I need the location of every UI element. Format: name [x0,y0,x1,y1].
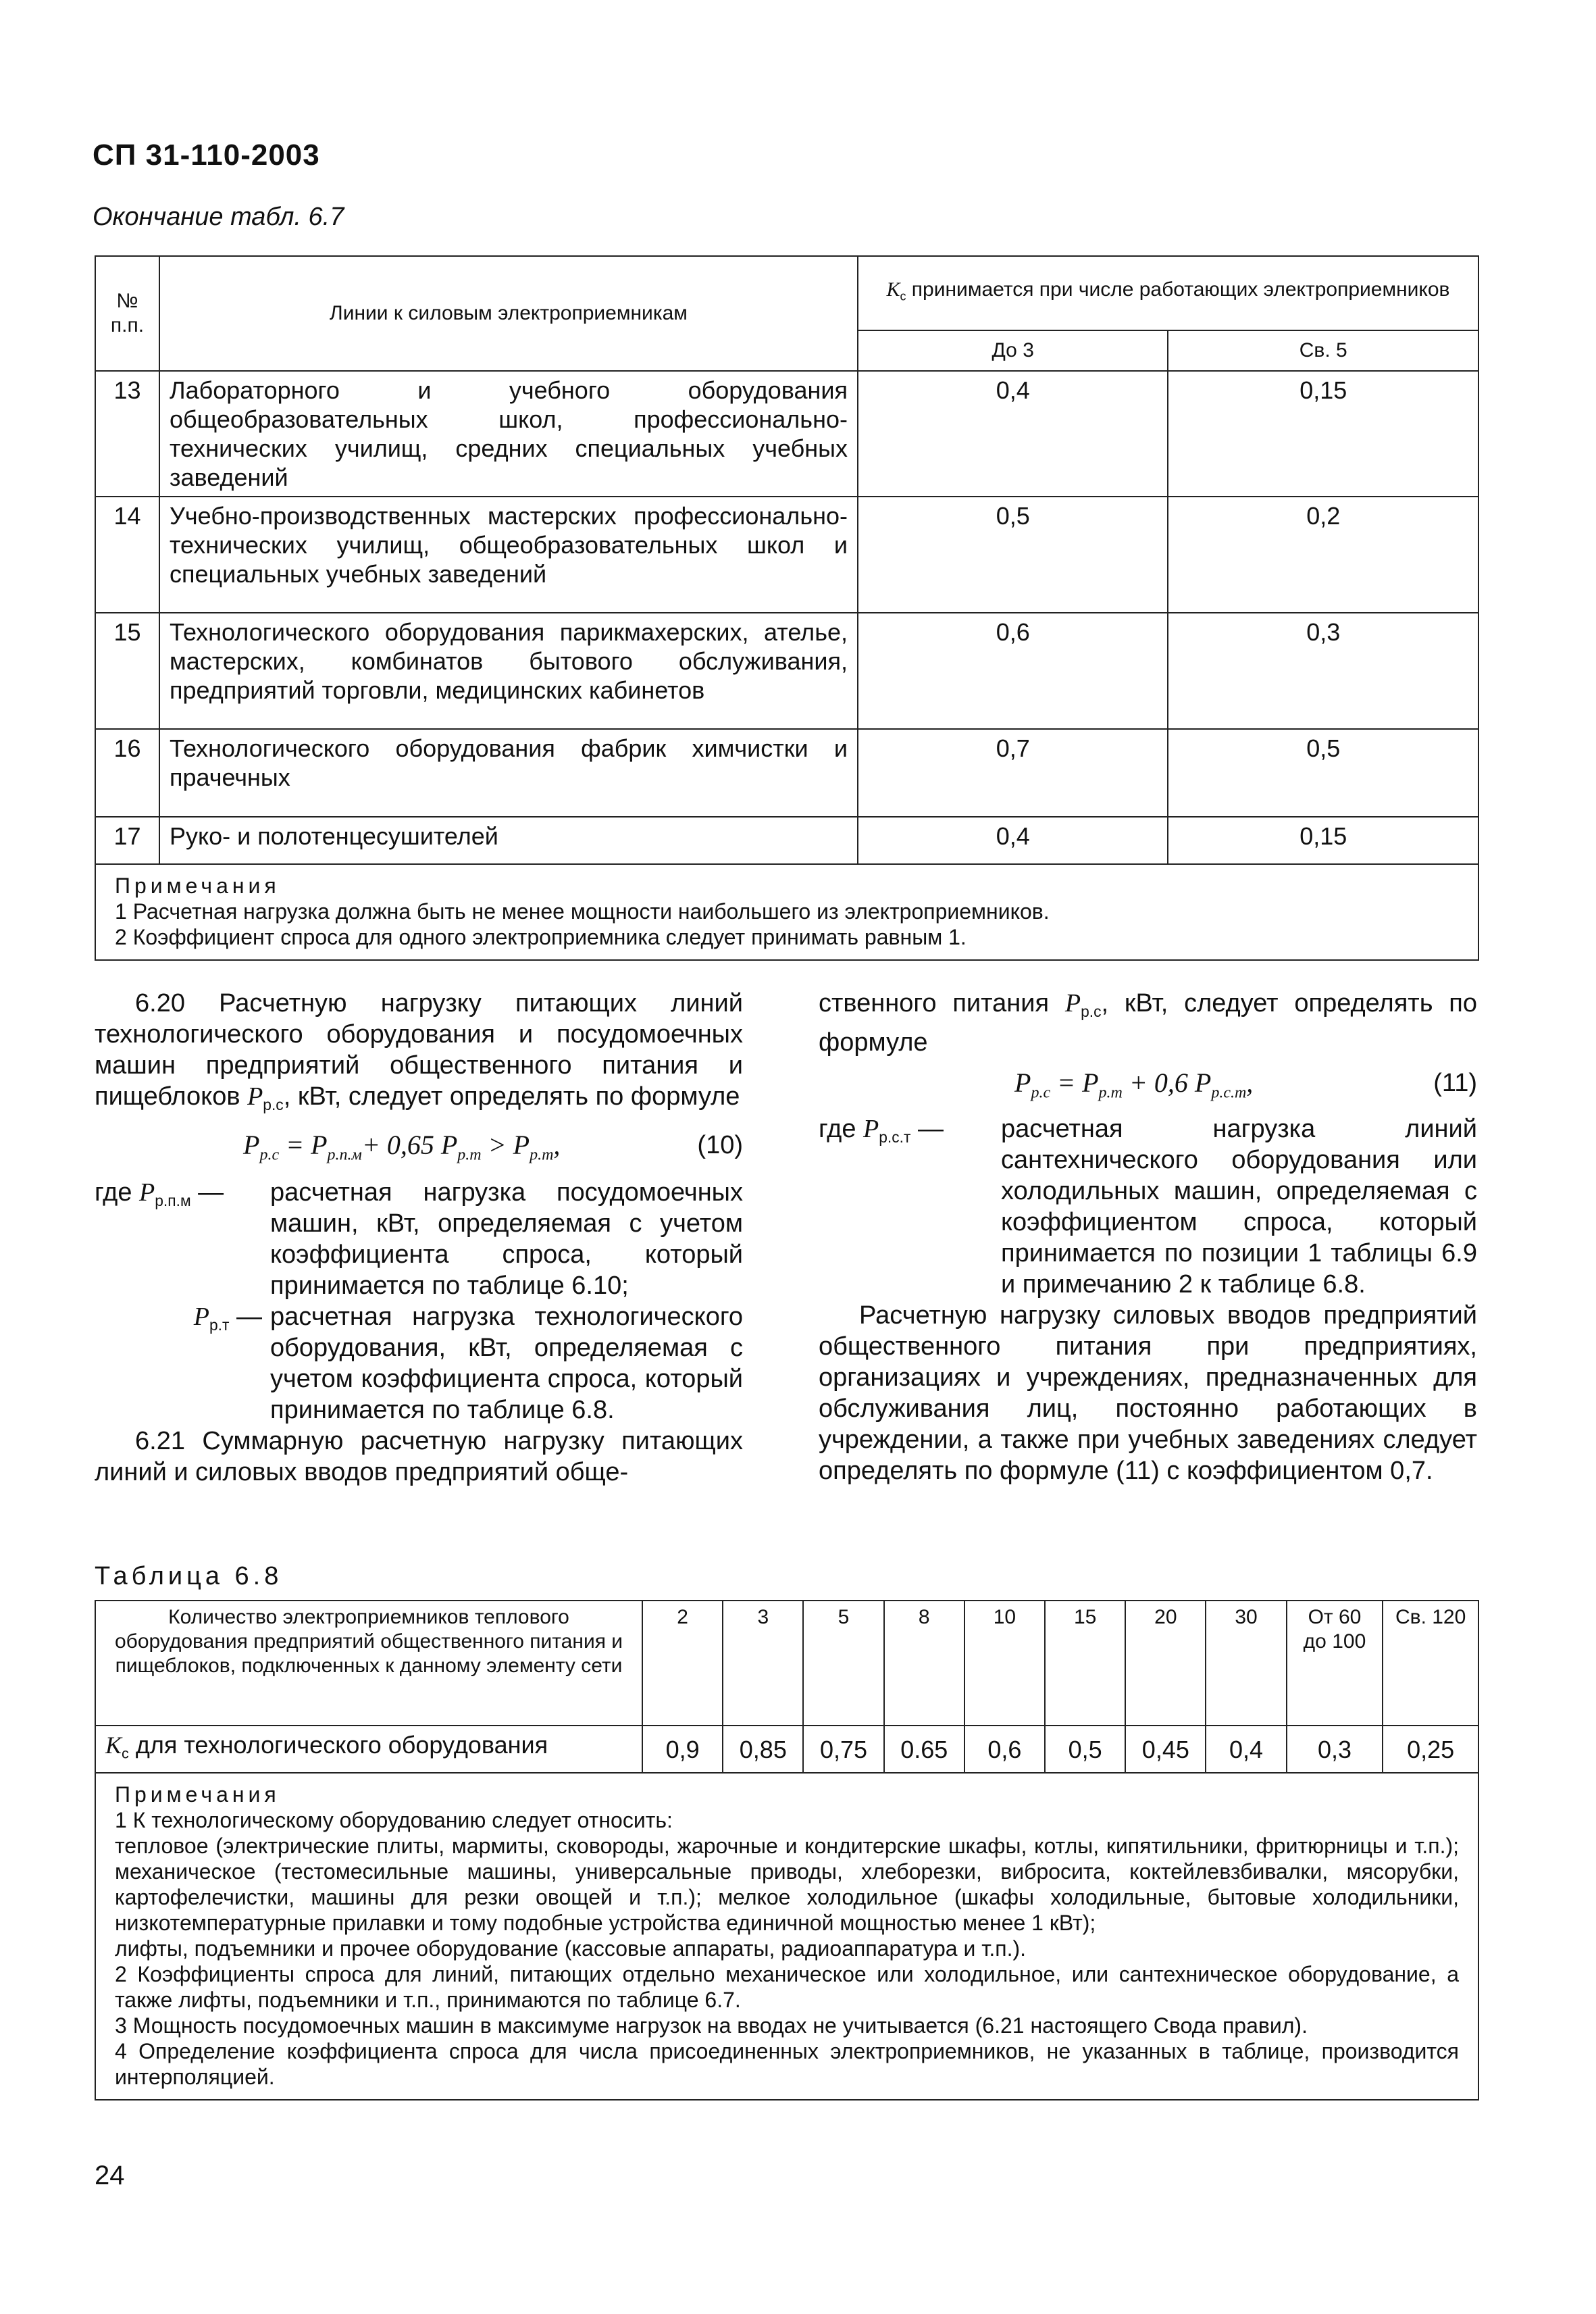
col-header-upto3: До 3 [858,330,1168,371]
count-cell: 2 [642,1601,723,1726]
row-value-over5: 0,15 [1168,817,1478,864]
paragraph-6-21: 6.21 Суммарную расчетную нагрузку питающих линий и силовых вводов предприятий обще- [95,1427,743,1487]
table-row [95,371,1478,497]
count-cell: 30 [1206,1601,1286,1726]
paragraph-6-20 [95,988,743,1120]
kc-value-cell: 0,5 [1045,1726,1125,1773]
paragraph-calc-load: Расчетную нагрузку силовых вводов предприятий общественного питания при предприятиях, организациях и учреждениях, предназначенных для обслуживания лиц, постоянно работающих в учреждении, а также при учебных заведениях следует определять по формуле (11) с коэффициентом 0,7. [819,1301,1477,1486]
count-cell: 8 [884,1601,964,1726]
paragraph-text: 6.20 Расчетную нагрузку питающих линий технологического оборудования и посудомоечных машин предприятий общественного питания и пищеблоков [95,989,743,1111]
paragraph-6-21-continued [819,988,1477,1058]
kc-value-cell: 0,6 [964,1726,1045,1773]
paragraph-text: , кВт, следует определять по формуле [819,989,1477,1057]
row-description: Лабораторного и учебного оборудования общеобразовательных школ, профессионально-технических училищ, средних специальных учебных заведений [159,371,858,497]
document-code: СП 31-110-2003 [93,139,320,172]
page-number: 24 [95,2161,125,2190]
definition-p-pm [95,1177,743,1301]
table-6-7-notes [95,864,1478,960]
formula-part: = P [279,1129,328,1160]
formula-subscript: р.т [1098,1084,1123,1102]
count-cell: 20 [1125,1601,1206,1726]
formula-part: + 0,65 P [361,1129,458,1160]
formula-number: (10) [697,1130,743,1159]
kc-value-cell: 0,25 [1383,1726,1478,1773]
row-value-over5: 0,2 [1168,497,1478,613]
note-item: 2 Коэффициенты спроса для линий, питающих отдельно механическое или холодильное, или сантехническое оборудование, а также лифты, подъемники и т.п., принимаются по таблице 6.7. [115,1962,1459,2012]
formula-number: (11) [1433,1068,1477,1097]
col-header-number: № п.п. [95,256,159,371]
table-6-7-caption: Окончание табл. 6.7 [93,203,344,231]
note-item: тепловое (электрические плиты, мармиты, сковороды, жарочные и кондитерские шкафы, котлы, кипятильники, фритюрницы и т.п.); механическое (тестомесильные машины, универсальные приводы, хлеборезки, вибросита, коктейлевзбивалки, мясорубки, картофелечистки, машины для резки овощей и т.п.); мелкое холодильное (шкафы холодильные, бытовые холодильники, низкотемпературные прилавки и тому подобные устройства единичной мощностью менее 1 кВт); [115,1834,1459,1935]
definition-p-st [819,1113,1477,1300]
where-label: где [819,1115,856,1144]
symbol: P [1064,989,1081,1017]
row-label-text: для технологического оборудования [128,1731,548,1759]
row-value-upto3: 0,5 [858,497,1168,613]
kc-symbol: K [105,1732,122,1759]
kc-value-cell: 0,45 [1125,1726,1206,1773]
table-row [95,729,1478,817]
definition-text: расчетная нагрузка посудомоечных машин, кВт, определяемая с учетом коэффициента спроса, который принимается по таблице 6.10; [270,1178,743,1301]
row-value-over5: 0,5 [1168,729,1478,817]
symbol: P [247,1082,263,1111]
formula-expression [243,1130,560,1170]
note-item: 2 Коэффициент спроса для одного электроприемника следует принимать равным 1. [115,925,967,949]
count-cell: 3 [723,1601,803,1726]
count-cell: 5 [803,1601,883,1726]
kc-value-cell: 0,9 [642,1726,723,1773]
row-value-upto3: 0,4 [858,371,1168,497]
row-value-over5: 0,15 [1168,371,1478,497]
table-6-8-notes [95,1773,1478,2100]
formula-part: + 0,6 P [1122,1067,1212,1098]
formula-subscript: р.с [1031,1084,1051,1102]
table-row [95,497,1478,613]
definition-text: расчетная нагрузка технологического оборудования, кВт, определяемая с учетом коэффициента спроса, который принимается по таблице 6.8. [270,1303,743,1425]
kc-symbol: K [886,278,900,301]
note-item: 1 К технологическому оборудованию следует относить: [115,1808,673,1832]
symbol-subscript: р.т [209,1316,230,1334]
formula-part: > P [481,1129,530,1160]
symbol-subscript: р.с [263,1095,284,1113]
col-header-lines: Линии к силовым электроприемникам [159,256,858,371]
formula-part: , [553,1129,561,1160]
left-column [95,988,743,1488]
kc-subscript: c [900,289,906,303]
table-6-8 [95,1600,1479,2101]
symbol-subscript: р.с.т [879,1128,911,1147]
symbol-subscript: р.п.м [155,1192,191,1210]
formula-subscript: р.т [530,1146,554,1164]
row-description: Технологического оборудования фабрик химчистки и прачечных [159,729,858,817]
formula-subscript: р.с [259,1146,280,1164]
formula-expression [1014,1067,1253,1108]
note-item: 4 Определение коэффициента спроса для числа присоединенных электроприемников, не указанных в таблице, производится интерполяцией. [115,2039,1459,2089]
note-item: лифты, подъемники и прочее оборудование (кассовые аппараты, радиоаппаратура и т.п.). [115,1936,1027,1961]
row-label-count: Количество электроприемников теплового оборудования предприятий общественного питания и пищеблоков, подключенных к данному элементу сети [95,1601,642,1726]
count-cell: От 60 до 100 [1287,1601,1383,1726]
kc-header-text: принимается при числе работающих электроприемников [906,278,1450,301]
kc-value-cell: 0,3 [1287,1726,1383,1773]
notes-title: Примечания [115,874,280,898]
note-item: 3 Мощность посудомоечных машин в максимуме нагрузок на вводах не учитывается (6.21 настоящего Свода правил). [115,2013,1308,2038]
paragraph-text: , кВт, следует определять по формуле [283,1082,740,1111]
symbol: P [139,1178,155,1207]
row-description: Руко- и полотенцесушителей [159,817,858,864]
formula-subscript: р.п.м [327,1146,362,1164]
row-number: 17 [95,817,159,864]
row-value-upto3: 0,6 [858,613,1168,729]
count-cell: 15 [1045,1601,1125,1726]
row-number: 15 [95,613,159,729]
kc-subscript: c [122,1744,129,1762]
formula-part: = P [1050,1067,1099,1098]
definition-text: расчетная нагрузка линий сантехнического оборудования или холодильных машин, определяемая с коэффициентом спроса, который принимается по позиции 1 таблицы 6.9 и примечанию 2 к таблице 6.8. [1001,1115,1477,1299]
count-cell: 10 [964,1601,1045,1726]
row-number: 13 [95,371,159,497]
kc-value-cell: 0,75 [803,1726,883,1773]
table-6-8-caption: Таблица 6.8 [95,1562,283,1590]
definition-p-t [95,1301,743,1426]
row-description: Учебно-производственных мастерских профессионально-технических училищ, общеобразовательных школ и специальных учебных заведений [159,497,858,613]
note-item: 1 Расчетная нагрузка должна быть не менее мощности наибольшего из электроприемников. [115,899,1050,924]
kc-value-cell: 0,85 [723,1726,803,1773]
symbol: P [863,1115,879,1144]
row-description: Технологического оборудования парикмахерских, ателье, мастерских, комбинатов бытового обслуживания, предприятий торговли, медицинских кабинетов [159,613,858,729]
kc-value-cell: 0,4 [1206,1726,1286,1773]
right-column [819,988,1477,1486]
formula-11 [1014,1067,1477,1108]
paragraph-text: ственного питания [819,989,1065,1017]
row-label-kc [95,1726,642,1773]
col-header-kc [858,256,1478,330]
count-cell: Св. 120 [1383,1601,1478,1726]
row-number: 16 [95,729,159,817]
col-header-over5: Св. 5 [1168,330,1478,371]
where-label: где [95,1178,132,1207]
row-number: 14 [95,497,159,613]
table-row [95,817,1478,864]
table-row [95,613,1478,729]
formula-part: P [1014,1067,1031,1098]
symbol-subscript: р.с [1081,1002,1102,1020]
dash: — [190,1178,224,1207]
dash: — [910,1115,944,1144]
formula-part: P [243,1129,260,1160]
dash: — [229,1303,262,1332]
table-6-7 [95,255,1479,961]
row-value-upto3: 0,4 [858,817,1168,864]
formula-subscript: р.т [457,1146,482,1164]
formula-part: , [1246,1067,1254,1098]
kc-value-cell: 0.65 [884,1726,964,1773]
row-value-upto3: 0,7 [858,729,1168,817]
row-value-over5: 0,3 [1168,613,1478,729]
formula-10 [243,1130,743,1170]
notes-title: Примечания [115,1782,280,1807]
formula-subscript: р.с.т [1211,1084,1247,1102]
symbol: P [193,1303,209,1332]
